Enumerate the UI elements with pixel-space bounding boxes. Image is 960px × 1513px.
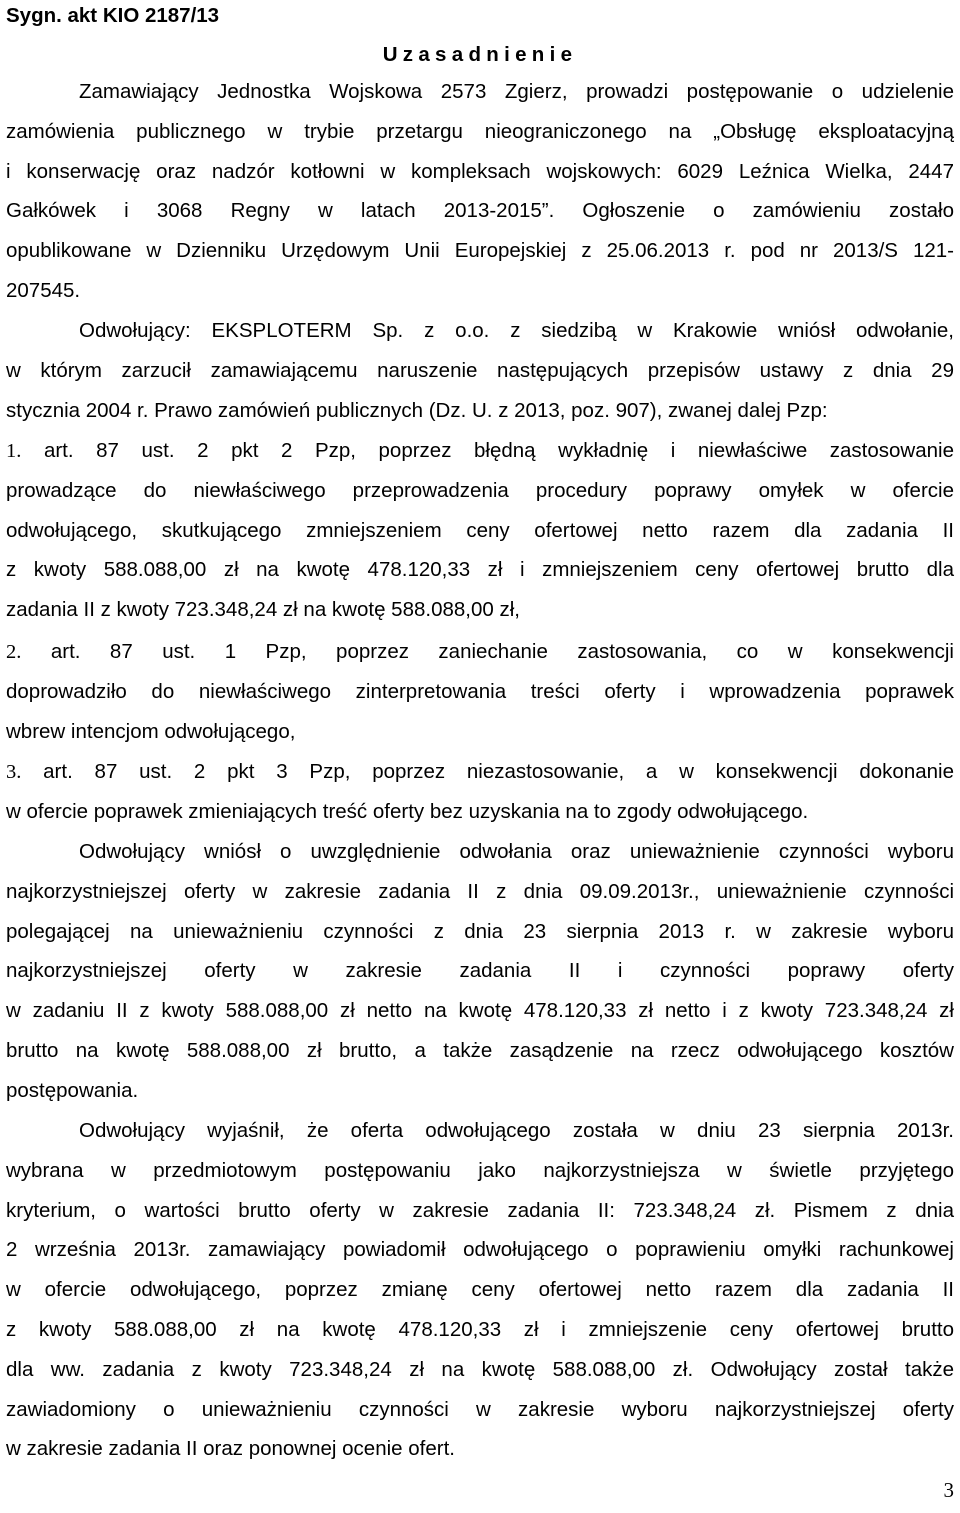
- section-heading: Uzasadnienie: [382, 43, 578, 66]
- paragraph-line: Gałkówek i 3068 Regny w latach 2013-2015”. Ogłoszenie o zamówieniu zostało: [6, 199, 954, 223]
- list-item-1: [6, 431, 954, 630]
- paragraph-line: zamówienia publicznego w trybie przetargu nieograniczonego na „Obsługę eksploatacyjną: [6, 119, 954, 143]
- paragraph-line: polegającej na unieważnieniu czynności z dnia 23 sierpnia 2013 r. w zakresie wyboru: [6, 919, 954, 943]
- list-item-number: 1.: [6, 440, 22, 462]
- page-number: 3: [943, 1478, 954, 1502]
- paragraph-line: w zadaniu II z kwoty 588.088,00 zł netto na kwotę 478.120,33 zł netto i z kwoty 723.348,24 zł: [6, 999, 954, 1023]
- list-item-text: art. 87 ust. 1 Pzp, poprzez zaniechanie zastosowania, co w konsekwencji: [50, 640, 954, 663]
- list-item-2: [6, 632, 954, 751]
- paragraph-line: zadania II z kwoty 723.348,24 zł na kwotę 588.088,00 zł,: [6, 598, 520, 622]
- list-item-first-line: [6, 632, 954, 672]
- paragraph-line: z kwoty 588.088,00 zł na kwotę 478.120,33 zł i zmniejszenie ceny ofertowej brutto: [6, 1317, 954, 1341]
- paragraph-line: prowadzące do niewłaściwego przeprowadzenia procedury poprawy omyłek w ofercie: [6, 478, 954, 502]
- paragraph-line: Odwołujący wyjaśnił, że oferta odwołującego została w dniu 23 sierpnia 2013r.: [79, 1119, 954, 1142]
- paragraph-line: najkorzystniejszej oferty w zakresie zadania II z dnia 09.09.2013r., unieważnienie czynności: [6, 879, 954, 903]
- list-item-3: [6, 752, 954, 832]
- paragraph-line: najkorzystniejszej oferty w zakresie zadania II i czynności poprawy oferty: [6, 959, 954, 983]
- paragraph-line: odwołującego, skutkującego zmniejszeniem ceny ofertowej netto razem dla zadania II: [6, 518, 954, 542]
- paragraph-request: [6, 832, 954, 1111]
- list-item-number: 3.: [6, 761, 22, 783]
- paragraph-line: z kwoty 588.088,00 zł na kwotę 478.120,33 zł i zmniejszeniem ceny ofertowej brutto dla: [6, 558, 954, 582]
- paragraph-line: doprowadziło do niewłaściwego zinterpretowania treści oferty i wprowadzenia poprawek: [6, 679, 954, 703]
- paragraph-line: wybrana w przedmiotowym postępowaniu jako najkorzystniejsza w świetle przyjętego: [6, 1158, 954, 1182]
- paragraph-explanation: [6, 1111, 954, 1469]
- paragraph-line: w ofercie odwołującego, poprzez zmianę ceny ofertowej netto razem dla zadania II: [6, 1278, 954, 1302]
- paragraph-line: w zakresie zadania II oraz ponownej ocenie ofert.: [6, 1437, 455, 1461]
- paragraph-line: kryterium, o wartości brutto oferty w zakresie zadania II: 723.348,24 zł. Pismem z dnia: [6, 1198, 954, 1222]
- paragraph-line: i konserwację oraz nadzór kotłowni w kompleksach wojskowych: 6029 Leźnica Wielka, 2447: [6, 159, 954, 183]
- case-signature: Sygn. akt KIO 2187/13: [6, 4, 220, 27]
- paragraph-line: stycznia 2004 r. Prawo zamówień publicznych (Dz. U. z 2013, poz. 907), zwanej dalej Pzp:: [6, 398, 828, 422]
- paragraph-appeal: [6, 311, 954, 430]
- paragraph-line: zawiadomiony o unieważnieniu czynności w zakresie wyboru najkorzystniejszej oferty: [6, 1397, 954, 1421]
- paragraph-line: Odwołujący: EKSPLOTERM Sp. z o.o. z siedzibą w Krakowie wniósł odwołanie,: [79, 319, 954, 342]
- paragraph-intro: [6, 72, 954, 311]
- paragraph-line: Odwołujący wniósł o uwzględnienie odwołania oraz unieważnienie czynności wyboru: [79, 840, 954, 863]
- paragraph-line: 207545.: [6, 278, 81, 302]
- list-item-number: 2.: [6, 641, 22, 663]
- paragraph-line: opublikowane w Dzienniku Urzędowym Unii Europejskiej z 25.06.2013 r. pod nr 2013/S 121-: [6, 239, 954, 263]
- list-item-first-line: [6, 752, 954, 792]
- paragraph-line: dla ww. zadania z kwoty 723.348,24 zł na kwotę 588.088,00 zł. Odwołujący został także: [6, 1357, 954, 1381]
- paragraph-line: w którym zarzucił zamawiającemu naruszenie następujących przepisów ustawy z dnia 29: [6, 358, 954, 382]
- list-item-text: art. 87 ust. 2 pkt 2 Pzp, poprzez błędną wykładnię i niewłaściwe zastosowanie: [43, 439, 954, 462]
- paragraph-line: w ofercie poprawek zmieniających treść oferty bez uzyskania na to zgody odwołującego.: [6, 799, 809, 823]
- list-item-first-line: [6, 431, 954, 471]
- paragraph-line: wbrew intencjom odwołującego,: [6, 719, 296, 743]
- paragraph-line: Zamawiający Jednostka Wojskowa 2573 Zgierz, prowadzi postępowanie o udzielenie: [79, 80, 954, 103]
- paragraph-line: postępowania.: [6, 1078, 139, 1102]
- paragraph-line: brutto na kwotę 588.088,00 zł brutto, a także zasądzenie na rzecz odwołującego kosztów: [6, 1038, 954, 1062]
- paragraph-line: 2 września 2013r. zamawiający powiadomił odwołującego o poprawieniu omyłki rachunkowej: [6, 1238, 954, 1262]
- list-item-text: art. 87 ust. 2 pkt 3 Pzp, poprzez niezastosowanie, a w konsekwencji dokonanie: [43, 760, 954, 783]
